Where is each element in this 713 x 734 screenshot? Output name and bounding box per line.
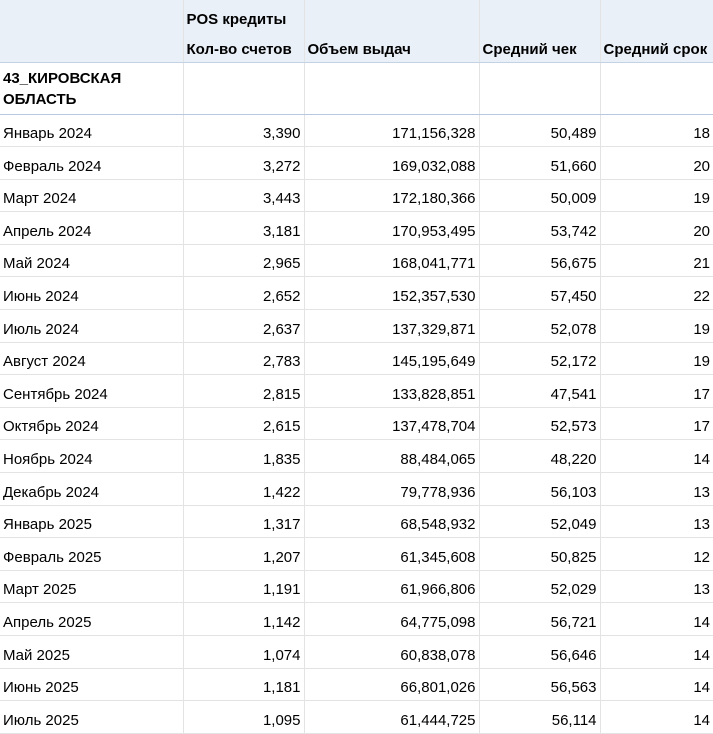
cell-avg-term[interactable]: 19 [600,342,713,375]
cell-volume[interactable]: 172,180,366 [304,179,479,212]
table-row [0,407,713,440]
region-blank-cell[interactable] [600,62,713,114]
cell-avg-term[interactable]: 12 [600,538,713,571]
cell-month[interactable]: Март 2025 [0,570,183,603]
cell-avg-check[interactable]: 53,742 [479,212,600,245]
cell-volume[interactable]: 168,041,771 [304,244,479,277]
cell-accounts[interactable]: 1,142 [183,603,304,636]
cell-avg-term[interactable]: 20 [600,212,713,245]
cell-avg-term[interactable]: 21 [600,244,713,277]
table-row [0,342,713,375]
cell-avg-check[interactable]: 48,220 [479,440,600,473]
header-blank-cell[interactable] [479,0,600,32]
cell-avg-check[interactable]: 51,660 [479,147,600,180]
header-row-group [0,0,713,32]
cell-avg-check[interactable]: 50,489 [479,114,600,147]
cell-volume[interactable]: 61,444,725 [304,701,479,734]
cell-avg-term[interactable]: 17 [600,407,713,440]
cell-volume[interactable]: 137,329,871 [304,310,479,343]
header-avg-check[interactable]: Средний чек [479,32,600,62]
cell-avg-check[interactable]: 56,675 [479,244,600,277]
cell-volume[interactable]: 68,548,932 [304,505,479,538]
cell-avg-check[interactable]: 52,029 [479,570,600,603]
cell-month[interactable]: Декабрь 2024 [0,473,183,506]
cell-volume[interactable]: 64,775,098 [304,603,479,636]
cell-avg-term[interactable]: 19 [600,179,713,212]
cell-avg-term[interactable]: 13 [600,570,713,603]
header-blank-cell[interactable] [600,0,713,32]
table-row [0,505,713,538]
cell-avg-term[interactable]: 14 [600,440,713,473]
table-row [0,244,713,277]
cell-accounts[interactable]: 1,095 [183,701,304,734]
cell-volume[interactable]: 171,156,328 [304,114,479,147]
cell-avg-term[interactable]: 17 [600,375,713,408]
cell-month[interactable]: Февраль 2025 [0,538,183,571]
cell-month[interactable]: Июнь 2024 [0,277,183,310]
cell-avg-check[interactable]: 56,646 [479,636,600,669]
cell-volume[interactable]: 137,478,704 [304,407,479,440]
cell-accounts[interactable]: 1,207 [183,538,304,571]
header-avg-term[interactable]: Средний срок [600,32,713,62]
cell-avg-term[interactable]: 14 [600,603,713,636]
cell-avg-check[interactable]: 52,573 [479,407,600,440]
cell-avg-check[interactable]: 52,049 [479,505,600,538]
cell-month[interactable]: Август 2024 [0,342,183,375]
cell-month[interactable]: Ноябрь 2024 [0,440,183,473]
cell-volume[interactable]: 79,778,936 [304,473,479,506]
cell-accounts[interactable]: 3,272 [183,147,304,180]
table-row [0,375,713,408]
cell-month[interactable]: Октябрь 2024 [0,407,183,440]
cell-volume[interactable]: 133,828,851 [304,375,479,408]
cell-avg-check[interactable]: 56,114 [479,701,600,734]
region-blank-cell[interactable] [304,62,479,114]
cell-avg-check[interactable]: 56,721 [479,603,600,636]
cell-accounts[interactable]: 2,783 [183,342,304,375]
cell-accounts[interactable]: 2,815 [183,375,304,408]
cell-volume[interactable]: 145,195,649 [304,342,479,375]
cell-volume[interactable]: 152,357,530 [304,277,479,310]
cell-volume[interactable]: 60,838,078 [304,636,479,669]
cell-avg-check[interactable]: 52,172 [479,342,600,375]
cell-volume[interactable]: 61,966,806 [304,570,479,603]
table-row [0,114,713,147]
header-volume[interactable]: Объем выдач [304,32,479,62]
cell-avg-term[interactable]: 22 [600,277,713,310]
cell-accounts[interactable]: 2,965 [183,244,304,277]
region-row [0,62,713,114]
cell-month[interactable]: Январь 2025 [0,505,183,538]
cell-month[interactable]: Июль 2024 [0,310,183,343]
header-accounts[interactable]: Кол-во счетов [183,32,304,62]
region-blank-cell[interactable] [183,62,304,114]
header-row-columns [0,32,713,62]
region-blank-cell[interactable] [479,62,600,114]
cell-volume[interactable]: 61,345,608 [304,538,479,571]
cell-month[interactable]: Сентябрь 2024 [0,375,183,408]
cell-accounts[interactable]: 2,652 [183,277,304,310]
cell-month[interactable]: Март 2024 [0,179,183,212]
cell-month[interactable]: Июль 2025 [0,701,183,734]
cell-accounts[interactable]: 1,181 [183,668,304,701]
table-row [0,310,713,343]
table-row [0,179,713,212]
cell-month[interactable]: Май 2024 [0,244,183,277]
cell-avg-term[interactable]: 20 [600,147,713,180]
table-row [0,538,713,571]
cell-accounts[interactable]: 1,074 [183,636,304,669]
table-row [0,570,713,603]
region-label[interactable]: 43_КИРОВСКАЯ ОБЛАСТЬ [0,62,183,114]
header-blank-cell[interactable] [304,0,479,32]
cell-avg-check[interactable]: 56,103 [479,473,600,506]
cell-avg-term[interactable]: 19 [600,310,713,343]
cell-month[interactable]: Январь 2024 [0,114,183,147]
table-row [0,473,713,506]
cell-month[interactable]: Май 2025 [0,636,183,669]
table-row [0,603,713,636]
cell-accounts[interactable]: 3,443 [183,179,304,212]
cell-month[interactable]: Апрель 2024 [0,212,183,245]
cell-avg-term[interactable]: 13 [600,505,713,538]
cell-avg-term[interactable]: 14 [600,636,713,669]
cell-avg-check[interactable]: 56,563 [479,668,600,701]
table-row [0,277,713,310]
cell-avg-term[interactable]: 14 [600,668,713,701]
cell-volume[interactable]: 169,032,088 [304,147,479,180]
table-row [0,212,713,245]
cell-avg-check[interactable]: 52,078 [479,310,600,343]
cell-volume[interactable]: 170,953,495 [304,212,479,245]
header-blank-cell[interactable] [0,32,183,62]
table-row [0,701,713,734]
header-blank-cell[interactable] [0,0,183,32]
cell-volume[interactable]: 66,801,026 [304,668,479,701]
cell-accounts[interactable]: 2,637 [183,310,304,343]
cell-avg-term[interactable]: 18 [600,114,713,147]
cell-accounts[interactable]: 1,317 [183,505,304,538]
cell-accounts[interactable]: 3,181 [183,212,304,245]
cell-accounts[interactable]: 3,390 [183,114,304,147]
cell-month[interactable]: Февраль 2024 [0,147,183,180]
table-row [0,440,713,473]
cell-month[interactable]: Апрель 2025 [0,603,183,636]
cell-avg-term[interactable]: 13 [600,473,713,506]
cell-avg-check[interactable]: 50,825 [479,538,600,571]
cell-accounts[interactable]: 2,615 [183,407,304,440]
header-group-label[interactable]: POS кредиты [183,0,304,32]
cell-accounts[interactable]: 1,191 [183,570,304,603]
cell-month[interactable]: Июнь 2025 [0,668,183,701]
cell-accounts[interactable]: 1,835 [183,440,304,473]
table-row [0,147,713,180]
table-row [0,668,713,701]
table-row [0,636,713,669]
cell-avg-check[interactable]: 47,541 [479,375,600,408]
cell-avg-term[interactable]: 14 [600,701,713,734]
cell-accounts[interactable]: 1,422 [183,473,304,506]
cell-avg-check[interactable]: 57,450 [479,277,600,310]
cell-volume[interactable]: 88,484,065 [304,440,479,473]
cell-avg-check[interactable]: 50,009 [479,179,600,212]
